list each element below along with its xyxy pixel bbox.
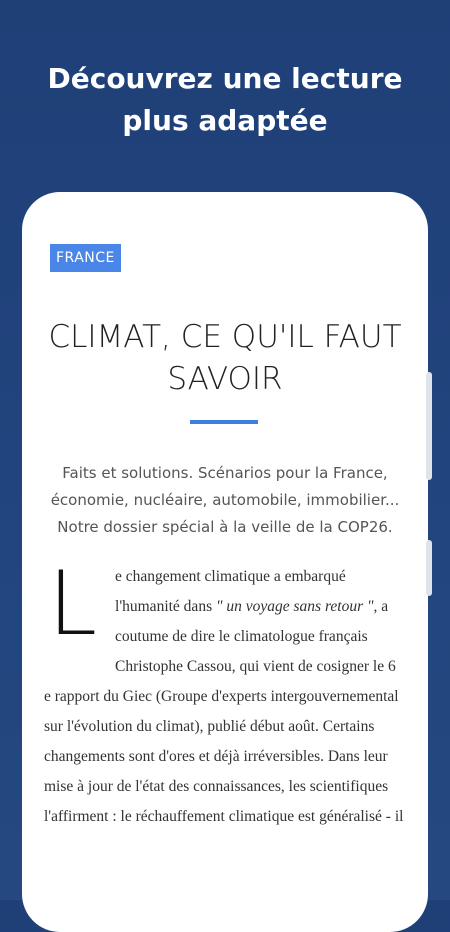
article-title bbox=[22, 316, 428, 400]
phone-side-button-lower bbox=[426, 540, 432, 596]
phone-side-button-upper bbox=[426, 372, 432, 480]
promo-headline-line2: plus adaptée bbox=[122, 104, 328, 137]
title-divider bbox=[190, 420, 258, 424]
article-title-line1: CLIMAT, CE QU'IL FAUT bbox=[48, 319, 402, 355]
drop-cap: L bbox=[48, 552, 98, 655]
article-body bbox=[44, 552, 404, 832]
phone-mockup bbox=[22, 192, 428, 932]
promo-headline-line1: Découvrez une lecture bbox=[47, 62, 403, 95]
promo-headline bbox=[0, 58, 450, 142]
article-body-quote: " un voyage sans retour " bbox=[215, 598, 374, 615]
article-title-line2: SAVOIR bbox=[167, 361, 283, 397]
article-body-part2: , a coutume de dire le climatologue français Christophe Cassou, qui vient de cosigner le 6 e rapport du Giec (Groupe d'experts intergouvernemental sur l'évolution du climat), publié début août. Certains changements sont d'ores et déjà irréversibles. Dans leur mise à jour de l'état des connaissances, les scientifiques l'affirment : le réchauffement climatique est généralisé - il bbox=[44, 598, 404, 825]
article-lead: Faits et solutions. Scénarios pour la France, économie, nucléaire, automobile, immobilier... Notre dossier spécial à la veille de la COP26. bbox=[50, 464, 400, 536]
category-badge[interactable]: FRANCE bbox=[50, 244, 121, 272]
article-body-part1: e changement climatique a embarqué l'humanité dans bbox=[115, 568, 346, 615]
